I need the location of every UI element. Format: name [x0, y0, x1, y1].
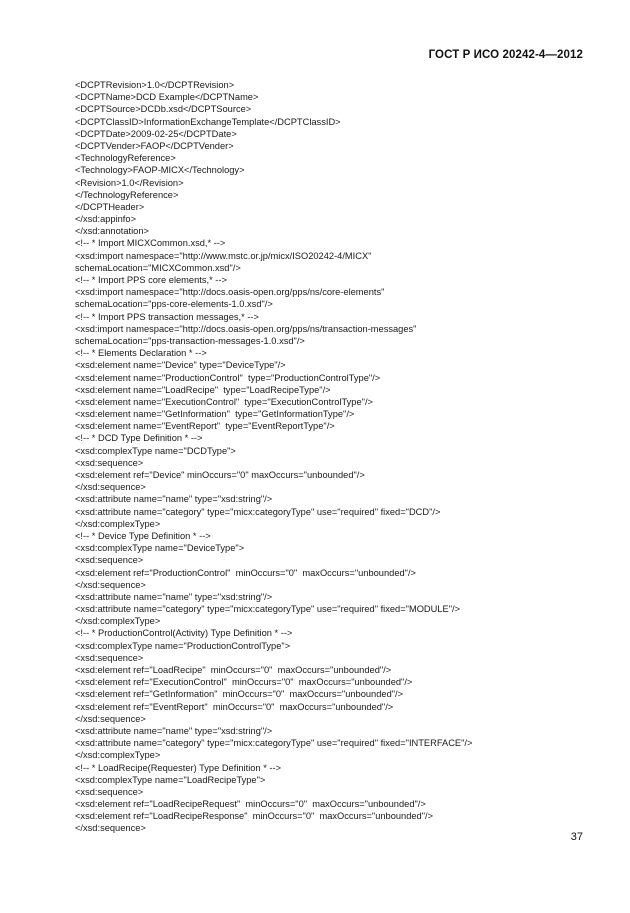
- code-line: <!-- * Device Type Definition * -->: [75, 530, 211, 541]
- code-line: <xsd:attribute name="category" type="micx:categoryType" use="required" fixed="INTERFACE"/>: [75, 738, 473, 749]
- code-line: <!-- * ProductionControl(Activity) Type Definition * -->: [75, 628, 293, 639]
- code-line: <xsd:element ref="Device" minOccurs="0" maxOccurs="unbounded"/>: [75, 470, 365, 480]
- code-line: </TechnologyReference>: [75, 189, 179, 200]
- code-line: </xsd:complexType>: [75, 750, 161, 761]
- code-line: <xsd:sequence>: [75, 457, 144, 468]
- code-line: <xsd:element ref="LoadRecipeResponse" minOccurs="0" maxOccurs="unbounded"/>: [75, 811, 434, 822]
- code-line: <xsd:complexType name="DeviceType">: [75, 543, 245, 554]
- page-number: 37: [570, 831, 583, 843]
- code-line: <xsd:complexType name="DCDType">: [75, 445, 236, 456]
- code-line: <xsd:attribute name="category" type="micx:categoryType" use="required" fixed="MODULE"/>: [75, 604, 461, 615]
- code-line: <xsd:element ref="LoadRecipeRequest" minOccurs="0" maxOccurs="unbounded"/>: [75, 799, 426, 810]
- code-line: <TechnologyReference>: [75, 153, 176, 164]
- code-line: <xsd:element ref="GetInformation" minOccurs="0" maxOccurs="unbounded"/>: [75, 689, 404, 700]
- code-line: <xsd:element name="ProductionControl" type="ProductionControlType"/>: [75, 372, 381, 383]
- code-line: schemaLocation="MICXCommon.xsd"/>: [75, 262, 241, 273]
- code-line: </xsd:sequence>: [75, 482, 146, 493]
- code-line: </xsd:complexType>: [75, 616, 161, 627]
- code-line: <DCPTName>DCD Example</DCPTName>: [75, 92, 259, 103]
- code-line: <!-- * Elements Declaration * -->: [75, 348, 207, 359]
- code-line: </xsd:annotation>: [75, 226, 149, 237]
- document-standard-header: ГОСТ Р ИСО 20242-4—2012: [428, 49, 583, 61]
- code-line: </xsd:sequence>: [75, 823, 146, 834]
- code-line: <xsd:import namespace="http://docs.oasis-open.org/pps/ns/transaction-messages": [75, 323, 417, 334]
- code-line: <xsd:complexType name="LoadRecipeType">: [75, 774, 266, 785]
- code-line: <xsd:element name="EventReport" type="EventReportType"/>: [75, 421, 335, 432]
- code-line: <DCPTSource>DCDb.xsd</DCPTSource>: [75, 104, 252, 115]
- code-line: <xsd:attribute name="name" type="xsd:string"/>: [75, 591, 273, 602]
- code-line: <!-- * Import PPS transaction messages,* -->: [75, 311, 259, 322]
- code-line: schemaLocation="pps-core-elements-1.0.xsd"/>: [75, 299, 273, 310]
- xml-schema-listing: [75, 79, 595, 835]
- code-line: <xsd:element ref="EventReport" minOccurs="0" maxOccurs="unbounded"/>: [75, 701, 394, 712]
- code-line: <DCPTVender>FAOP</DCPTVender>: [75, 140, 234, 151]
- code-line: <xsd:import namespace="http://docs.oasis-open.org/pps/ns/core-elements": [75, 287, 385, 298]
- code-line: <!-- * Import PPS core elements,* -->: [75, 275, 227, 285]
- code-line: <xsd:attribute name="name" type="xsd:string"/>: [75, 725, 273, 736]
- code-line: <xsd:element ref="ExecutionControl" minOccurs="0" maxOccurs="unbounded"/>: [75, 677, 413, 688]
- code-line: <xsd:element name="GetInformation" type="GetInformationType"/>: [75, 409, 355, 420]
- code-line: <xsd:attribute name="category" type="micx:categoryType" use="required" fixed="DCD"/>: [75, 506, 441, 517]
- code-line: <DCPTDate>2009-02-25</DCPTDate>: [75, 128, 237, 139]
- code-line: </xsd:appinfo>: [75, 214, 136, 225]
- code-line: <xsd:attribute name="name" type="xsd:string"/>: [75, 494, 273, 505]
- code-line: <xsd:complexType name="ProductionControlType">: [75, 640, 291, 651]
- code-line: <xsd:element name="Device" type="DeviceType"/>: [75, 360, 286, 371]
- code-line: <xsd:import namespace="http://www.mstc.or.jp/micx/ISO20242-4/MICX": [75, 250, 372, 261]
- code-line: <xsd:element ref="LoadRecipe" minOccurs="0" maxOccurs="unbounded"/>: [75, 665, 392, 675]
- code-line: <xsd:sequence>: [75, 555, 144, 566]
- code-line: <Technology>FAOP-MICX</Technology>: [75, 165, 245, 176]
- code-line: <xsd:sequence>: [75, 652, 144, 663]
- code-line: <xsd:element name="LoadRecipe" type="LoadRecipeType"/>: [75, 384, 331, 395]
- code-line: <xsd:element name="ExecutionControl" type="ExecutionControlType"/>: [75, 396, 373, 407]
- code-line: <!-- * Import MICXCommon.xsd,* -->: [75, 238, 226, 249]
- code-line: <Revision>1.0</Revision>: [75, 177, 184, 188]
- code-line: </xsd:complexType>: [75, 518, 161, 529]
- code-line: <!-- * DCD Type Definition * -->: [75, 433, 203, 444]
- code-line: </xsd:sequence>: [75, 713, 146, 724]
- code-line: <xsd:sequence>: [75, 786, 144, 797]
- code-line: <DCPTClassID>InformationExchangeTemplate</DCPTClassID>: [75, 116, 341, 127]
- code-line: </xsd:sequence>: [75, 579, 146, 590]
- code-line: <!-- * LoadRecipe(Requester) Type Definition * -->: [75, 762, 282, 773]
- code-line: </DCPTHeader>: [75, 201, 145, 212]
- code-line: schemaLocation="pps-transaction-messages-1.0.xsd"/>: [75, 335, 305, 346]
- code-line: <DCPTRevision>1.0</DCPTRevision>: [75, 80, 235, 90]
- code-line: <xsd:element ref="ProductionControl" minOccurs="0" maxOccurs="unbounded"/>: [75, 567, 416, 578]
